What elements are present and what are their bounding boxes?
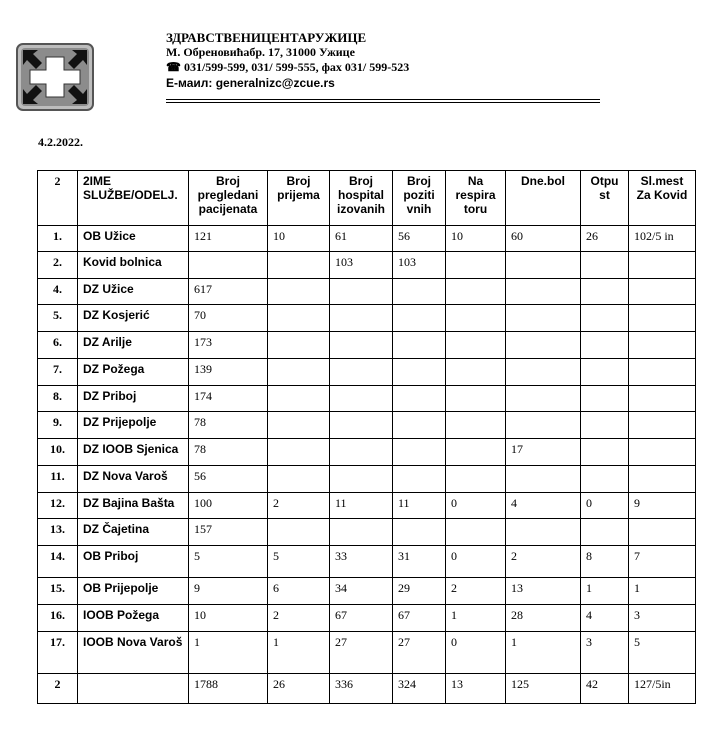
value-cell: 174 [189,386,268,412]
value-cell: 1 [581,578,629,605]
value-cell: 1788 [189,674,268,704]
row-number: 7. [38,359,78,386]
value-cell: 0 [446,546,506,578]
value-cell [629,305,696,332]
value-cell [629,332,696,359]
value-cell: 336 [330,674,393,704]
value-cell [393,279,446,305]
value-cell [330,466,393,493]
table-row [38,252,696,279]
header-cell: Broj prijema [268,171,330,226]
value-cell: 324 [393,674,446,704]
value-cell: 61 [330,226,393,252]
report-table [37,170,696,704]
value-cell [446,386,506,412]
value-cell [446,279,506,305]
header-cell: Broj hospital izovanih [330,171,393,226]
value-cell: 56 [393,226,446,252]
value-cell [330,359,393,386]
service-name: DZ Požega [78,359,189,386]
value-cell [330,412,393,439]
value-cell: 0 [446,632,506,674]
value-cell: 67 [330,605,393,632]
value-cell [506,412,581,439]
service-name: IOOB Požega [78,605,189,632]
value-cell [581,412,629,439]
value-cell [446,412,506,439]
value-cell: 11 [393,493,446,519]
value-cell [581,332,629,359]
header-cell: Dne.bol [506,171,581,226]
table-row [38,332,696,359]
value-cell: 103 [393,252,446,279]
row-number: 13. [38,519,78,546]
value-cell [506,386,581,412]
row-number: 14. [38,546,78,578]
row-number: 9. [38,412,78,439]
value-cell [506,279,581,305]
table-row [38,279,696,305]
value-cell [393,386,446,412]
value-cell [268,466,330,493]
service-name: DZ Kosjerić [78,305,189,332]
value-cell [506,466,581,493]
value-cell [446,439,506,466]
value-cell: 7 [629,546,696,578]
header-cell: Broj pregledani pacijenata [189,171,268,226]
value-cell [629,466,696,493]
value-cell: 5 [629,632,696,674]
value-cell [629,359,696,386]
value-cell: 1 [506,632,581,674]
value-cell: 9 [189,578,268,605]
value-cell: 3 [581,632,629,674]
value-cell: 0 [581,493,629,519]
row-number: 16. [38,605,78,632]
value-cell [506,252,581,279]
value-cell [581,439,629,466]
header-cell: Sl.mest Za Kovid [629,171,696,226]
service-name: DZ Čajetina [78,519,189,546]
value-cell: 78 [189,412,268,439]
value-cell: 13 [506,578,581,605]
value-cell: 26 [581,226,629,252]
value-cell [330,332,393,359]
service-name: DZ Užice [78,279,189,305]
service-name: DZ Priboj [78,386,189,412]
institution-phone: ☎ 031/599-599, 031/ 599-555, фах 031/ 599-523 [166,60,410,74]
value-cell: 17 [506,439,581,466]
value-cell: 9 [629,493,696,519]
value-cell: 34 [330,578,393,605]
value-cell [629,252,696,279]
value-cell [446,332,506,359]
row-number: 8. [38,386,78,412]
value-cell: 70 [189,305,268,332]
table-row [38,493,696,519]
value-cell [506,305,581,332]
value-cell: 11 [330,493,393,519]
value-cell: 2 [268,605,330,632]
header-divider-second [166,102,600,103]
value-cell [629,412,696,439]
value-cell [330,519,393,546]
value-cell: 1 [189,632,268,674]
service-name: OB Prijepolje [78,578,189,605]
value-cell: 100 [189,493,268,519]
table-header-row [38,171,696,226]
value-cell [581,359,629,386]
value-cell: 173 [189,332,268,359]
institution-address: М. Обреновићабр. 17, 31000 Ужице [166,45,355,59]
row-number: 2 [38,674,78,704]
header-divider [166,99,600,100]
value-cell [330,439,393,466]
service-name [78,674,189,704]
value-cell [629,439,696,466]
table-row [38,359,696,386]
value-cell: 0 [446,493,506,519]
table-row [38,578,696,605]
row-number: 11. [38,466,78,493]
table-row [38,605,696,632]
value-cell [268,332,330,359]
value-cell: 4 [506,493,581,519]
header-cell: 2 [38,171,78,226]
row-number: 10. [38,439,78,466]
value-cell [506,359,581,386]
value-cell [581,252,629,279]
row-number: 2. [38,252,78,279]
value-cell [393,305,446,332]
value-cell [393,466,446,493]
table-row [38,439,696,466]
row-number: 12. [38,493,78,519]
service-name: Kovid bolnica [78,252,189,279]
table-row [38,412,696,439]
value-cell [330,386,393,412]
value-cell: 31 [393,546,446,578]
row-number: 15. [38,578,78,605]
value-cell: 2 [506,546,581,578]
service-name: DZ Bajina Bašta [78,493,189,519]
value-cell: 125 [506,674,581,704]
value-cell [581,386,629,412]
value-cell: 42 [581,674,629,704]
service-name: DZ IOOB Sjenica [78,439,189,466]
value-cell: 1 [268,632,330,674]
table-row [38,519,696,546]
row-number: 5. [38,305,78,332]
value-cell: 56 [189,466,268,493]
row-number: 1. [38,226,78,252]
value-cell: 139 [189,359,268,386]
service-name: OB Priboj [78,546,189,578]
value-cell [446,252,506,279]
value-cell: 60 [506,226,581,252]
value-cell [581,305,629,332]
service-name: DZ Arilje [78,332,189,359]
value-cell: 2 [446,578,506,605]
value-cell: 78 [189,439,268,466]
table-row [38,305,696,332]
value-cell [268,412,330,439]
table-row [38,226,696,252]
service-name: OB Užice [78,226,189,252]
header-cell: Na respira toru [446,171,506,226]
value-cell: 33 [330,546,393,578]
institution-title: ЗДРАВСТВЕНИЦЕНТАРУЖИЦЕ [166,30,367,45]
total-row [38,674,696,704]
value-cell: 10 [446,226,506,252]
value-cell: 28 [506,605,581,632]
value-cell: 27 [393,632,446,674]
value-cell [581,466,629,493]
value-cell [629,279,696,305]
table-row [38,466,696,493]
value-cell: 4 [581,605,629,632]
value-cell: 102/5 in [629,226,696,252]
value-cell: 2 [268,493,330,519]
value-cell [581,519,629,546]
value-cell: 26 [268,674,330,704]
value-cell: 121 [189,226,268,252]
value-cell [268,305,330,332]
value-cell [268,359,330,386]
value-cell: 8 [581,546,629,578]
value-cell: 5 [189,546,268,578]
value-cell [446,305,506,332]
table-row [38,546,696,578]
value-cell: 1 [446,605,506,632]
header-cell: 2IME SLUŽBE/ODELJ. [78,171,189,226]
value-cell [581,279,629,305]
row-number: 6. [38,332,78,359]
value-cell: 13 [446,674,506,704]
institution-email: Е-маил: generalnizc@zcue.rs [166,76,335,90]
row-number: 17. [38,632,78,674]
value-cell: 5 [268,546,330,578]
value-cell: 27 [330,632,393,674]
value-cell [268,252,330,279]
value-cell: 6 [268,578,330,605]
value-cell: 3 [629,605,696,632]
value-cell [629,386,696,412]
value-cell [629,519,696,546]
report-date: 4.2.2022. [38,135,83,149]
value-cell: 67 [393,605,446,632]
value-cell: 10 [189,605,268,632]
value-cell [446,359,506,386]
service-name: DZ Prijepolje [78,412,189,439]
value-cell [268,386,330,412]
table-row [38,632,696,674]
letterhead [166,30,606,91]
value-cell: 29 [393,578,446,605]
value-cell [268,439,330,466]
value-cell [330,305,393,332]
value-cell [393,439,446,466]
service-name: IOOB Nova Varoš [78,632,189,674]
table-row [38,386,696,412]
value-cell [330,279,393,305]
value-cell [393,519,446,546]
row-number: 4. [38,279,78,305]
health-center-logo-icon [16,43,94,111]
value-cell: 10 [268,226,330,252]
value-cell: 127/5in [629,674,696,704]
header-cell: Otpu st [581,171,629,226]
value-cell [446,519,506,546]
value-cell [446,466,506,493]
value-cell [268,279,330,305]
value-cell [393,359,446,386]
value-cell: 157 [189,519,268,546]
value-cell [189,252,268,279]
header-cell: Broj poziti vnih [393,171,446,226]
value-cell [393,332,446,359]
value-cell [268,519,330,546]
value-cell [506,519,581,546]
value-cell: 103 [330,252,393,279]
value-cell [506,332,581,359]
value-cell: 1 [629,578,696,605]
value-cell [393,412,446,439]
service-name: DZ Nova Varoš [78,466,189,493]
value-cell: 617 [189,279,268,305]
